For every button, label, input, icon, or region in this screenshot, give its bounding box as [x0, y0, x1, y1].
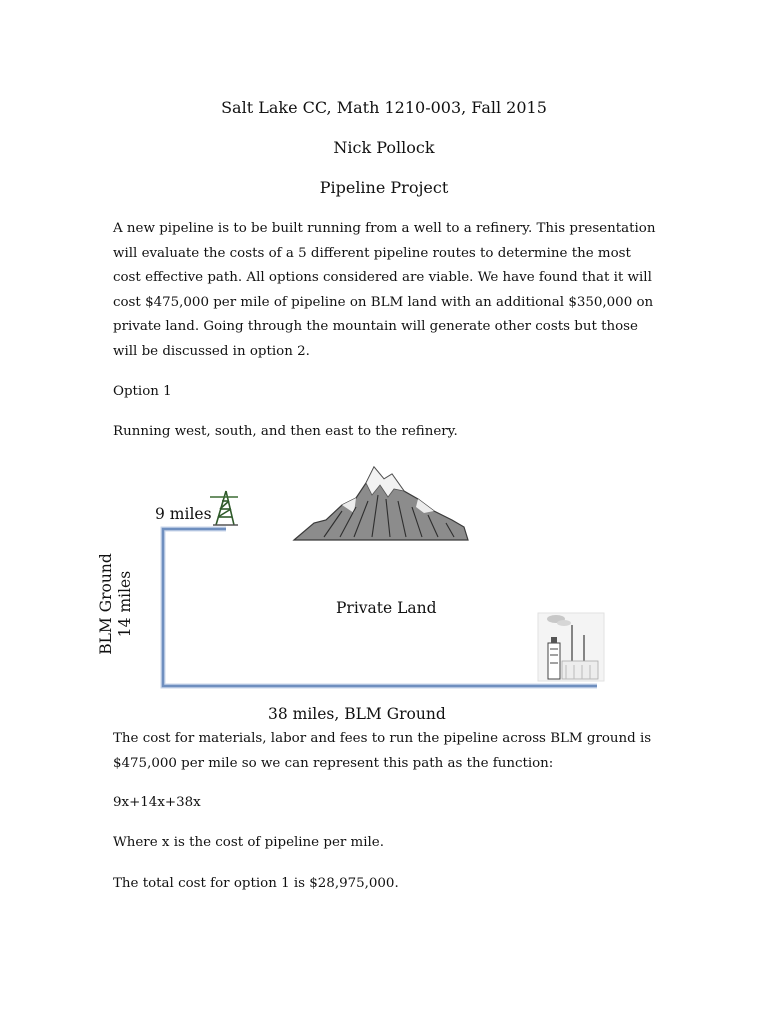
option-heading: Option 1 — [113, 384, 172, 399]
project-title: Pipeline Project — [319, 178, 449, 197]
side-segment-label — [97, 553, 135, 655]
total-cost: The total cost for option 1 is $28,975,000. — [113, 876, 399, 891]
cost-formula: 9x+14x+38x — [113, 795, 201, 810]
oil-derrick-icon — [210, 491, 238, 525]
intro-paragraph: A new pipeline is to be built running from a well to a refinery. This presentation will evaluate the costs of a 5 different pipeline routes to determine the most cost effective path. All options considered are viable. We have found that it will cost $475,000 per mile of pipeline on BLM land with an additional $350,000 on private land. Going through the mountain will generate other costs but those will be discussed in option 2. — [113, 221, 656, 359]
refinery-icon — [538, 613, 604, 681]
variable-definition: Where x is the cost of pipeline per mile. — [113, 835, 384, 850]
top-segment-label: 9 miles — [155, 505, 212, 523]
mountain-icon — [294, 467, 468, 540]
side-label-line1: BLM Ground — [97, 553, 115, 655]
side-label-line2: 14 miles — [116, 570, 134, 638]
bottom-segment-label: 38 miles, BLM Ground — [268, 705, 446, 723]
author-name: Nick Pollock — [333, 138, 435, 157]
route-diagram — [90, 455, 620, 700]
option-description: Running west, south, and then east to the refinery. — [113, 424, 458, 439]
course-title: Salt Lake CC, Math 1210-003, Fall 2015 — [221, 98, 547, 117]
private-land-label: Private Land — [336, 599, 437, 617]
cost-explanation: The cost for materials, labor and fees to run the pipeline across BLM ground is $475,000 per mile so we can represent this path as the function: — [113, 731, 652, 771]
